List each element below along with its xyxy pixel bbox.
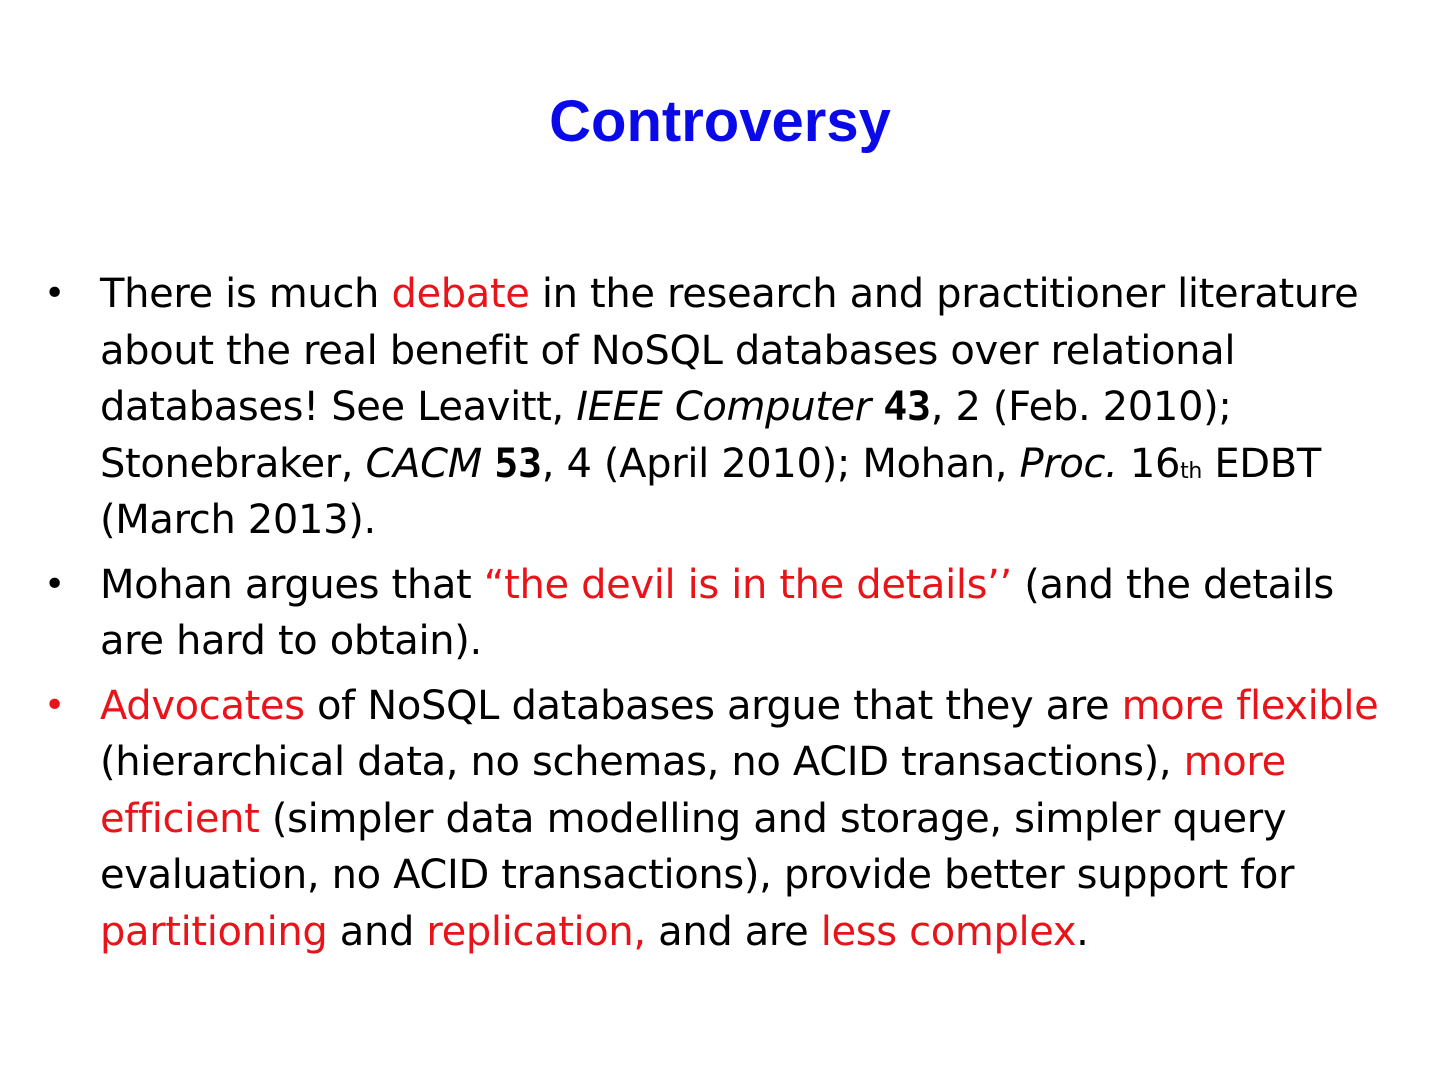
slide-title: Controversy [549, 89, 891, 154]
ordinal-superscript: th [1180, 458, 1202, 484]
text-segment: , 2 (Feb. 2010); Stonebraker, [100, 384, 1232, 487]
highlight-replication: replication, [426, 908, 646, 955]
text-segment: 16 [1117, 440, 1181, 487]
text-segment: Mohan argues that [100, 561, 484, 608]
text-segment: and are [645, 908, 821, 955]
bullet-list [44, 266, 1394, 968]
highlight-more-flexible: more flexible [1121, 682, 1379, 729]
bullet-item-debate [44, 266, 1394, 549]
text-segment: (hierarchical data, no schemas, no ACID transactions), [100, 739, 1184, 785]
highlight-less-complex: less complex [820, 908, 1077, 955]
text-segment: (simpler data modelling and storage, simpler query evaluation, no ACID transactions), provide better support for [100, 795, 1295, 898]
text-segment: , 4 (April 2010); Mohan, [541, 440, 1020, 487]
text-segment: There is much [100, 271, 392, 317]
citation-volume-53: 53 [494, 440, 542, 487]
bullet-marker: • [44, 563, 65, 605]
bullet-marker: • [44, 273, 65, 314]
highlight-advocates: Advocates [100, 682, 305, 729]
text-segment [871, 384, 883, 430]
citation-proc: Proc. [1019, 440, 1118, 487]
highlight-partitioning: partitioning [100, 908, 328, 955]
text-segment: in the research and practitioner literature about the real benefit of NoSQL databases over relational databases! See Leavitt, [100, 271, 1359, 430]
bullet-marker: • [44, 684, 65, 726]
bullet-item-devil [44, 557, 1394, 670]
citation-journal-ieee: IEEE Computer [576, 384, 871, 430]
text-segment: of NoSQL databases argue that they are [304, 682, 1122, 729]
text-segment: and [327, 908, 427, 955]
text-segment [482, 441, 494, 487]
text-segment: . [1076, 908, 1089, 955]
citation-volume-43: 43 [883, 384, 931, 430]
highlight-quote: “the devil is in the details’’ [483, 561, 1012, 608]
bullet-item-advocates [44, 678, 1394, 961]
highlight-more-efficient: more efficient [100, 739, 1286, 842]
text-segment: EDBT (March 2013). [100, 440, 1321, 543]
citation-journal-cacm: CACM [365, 440, 482, 487]
text-segment: (and the details are hard to obtain). [100, 561, 1334, 664]
highlight-debate: debate [391, 271, 530, 317]
